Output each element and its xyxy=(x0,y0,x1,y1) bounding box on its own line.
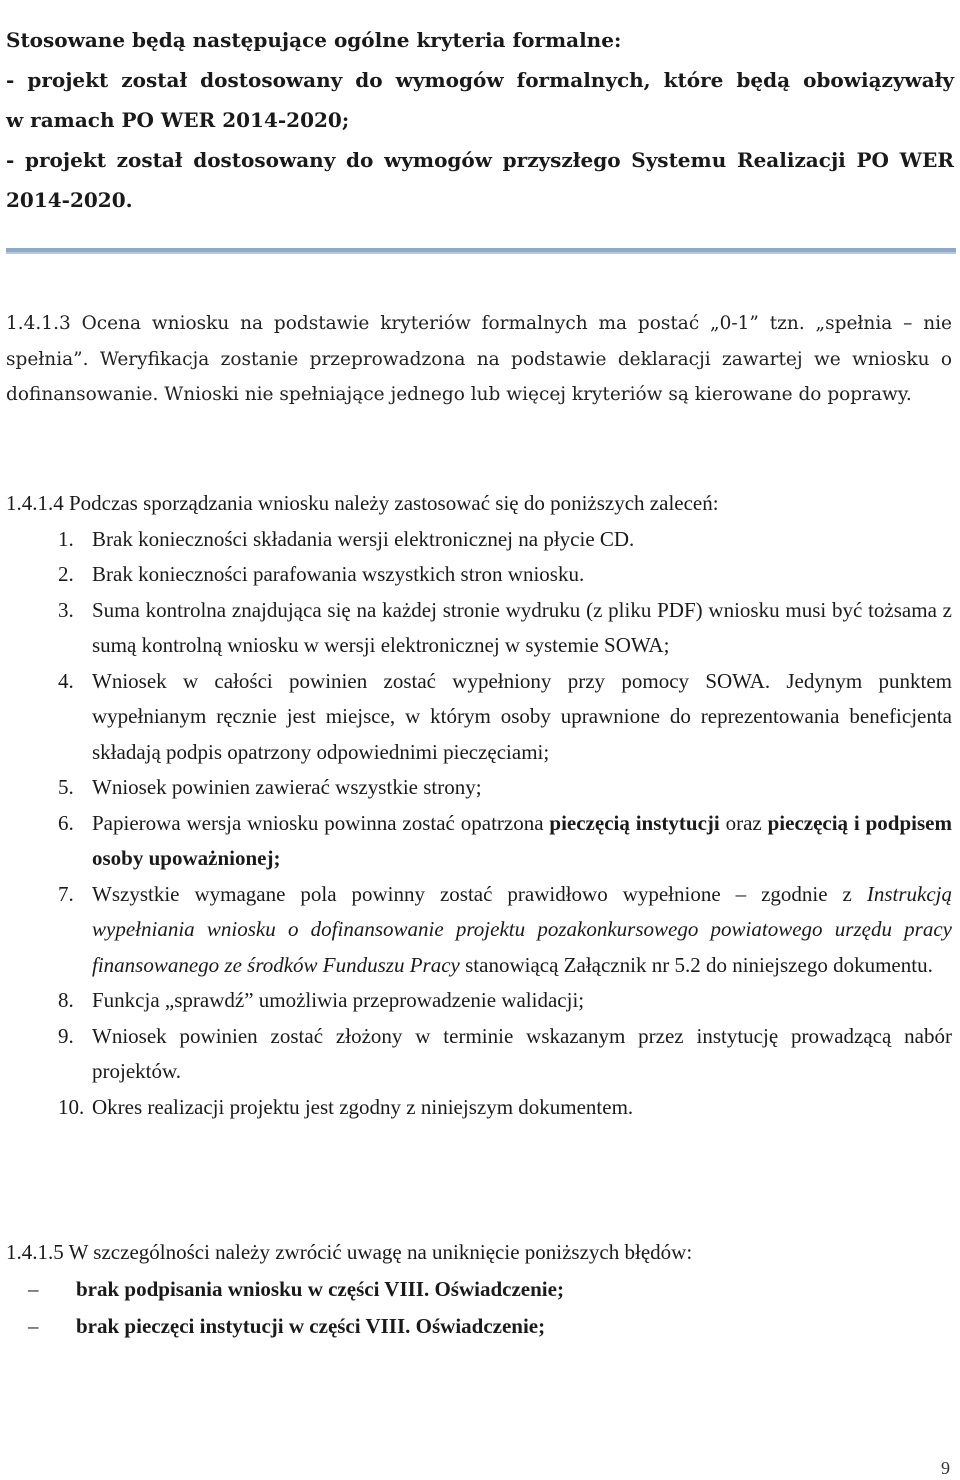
list-item-text: brak pieczęci instytucji w części VIII. Oświadczenie; xyxy=(76,1314,546,1338)
list-item xyxy=(6,1308,952,1345)
errors-list xyxy=(6,1271,952,1345)
list-item-text: Okres realizacji projektu jest zgodny z niniejszym dokumentem. xyxy=(92,1094,634,1119)
criterion-2-line-1: - projekt został dostosowany do wymogów przyszłego Systemu Realizacji PO WER xyxy=(6,148,954,172)
list-item xyxy=(6,1090,952,1126)
list-item xyxy=(6,877,952,984)
list-item xyxy=(6,1019,952,1090)
list-item-number: 1. xyxy=(58,526,74,551)
dash-bullet: – xyxy=(28,1277,39,1301)
list-item-text: Brak konieczności parafowania wszystkich stron wniosku. xyxy=(92,562,585,586)
list-item xyxy=(6,983,952,1019)
list-item xyxy=(6,593,952,664)
criterion-1-line-2: w ramach PO WER 2014-2020; xyxy=(6,108,350,132)
list-item-text: Funkcja „sprawdź” umożliwia przeprowadzenie walidacji; xyxy=(92,988,585,1012)
page-number: 9 xyxy=(941,1458,950,1478)
section-1-4-1-3-paragraph: 1.4.1.3 Ocena wniosku na podstawie kryteriów formalnych ma postać „0-1” tzn. „spełnia – nie spełnia”. Weryfikacja zostanie przeprowadzona na podstawie deklaracji zawartej we wniosku o dofinansowanie. Wnioski nie spełniające jednego lub więcej kryteriów są kierowane do poprawy. xyxy=(6,313,952,405)
list-item xyxy=(6,770,952,806)
list-item-text: Brak konieczności składania wersji elektronicznej na płycie CD. xyxy=(92,526,635,551)
criterion-1-line-1: - projekt został dostosowany do wymogów formalnych, które będą obowiązywały xyxy=(6,68,954,92)
section-1-4-1-4 xyxy=(6,486,952,1125)
formal-criteria-box xyxy=(6,20,954,220)
list-item xyxy=(6,522,952,558)
criterion-2-line-2: 2014-2020. xyxy=(6,188,133,212)
list-item-text: Papierowa wersja wniosku powinna zostać opatrzona xyxy=(92,810,550,835)
list-item-number: 9. xyxy=(58,1023,74,1048)
section-1-4-1-3 xyxy=(6,306,952,413)
list-item xyxy=(6,664,952,771)
list-item-text: Wszystkie wymagane pola powinny zostać prawidłowo wypełnione – zgodnie z xyxy=(92,881,867,906)
section-1-4-1-5 xyxy=(6,1234,952,1345)
list-item-number: 8. xyxy=(58,988,74,1012)
list-item-text: Suma kontrolna znajdująca się na każdej stronie wydruku (z pliku PDF) wniosku musi być tożsama z sumą kontrolną wniosku w wersji elektronicznej w systemie SOWA; xyxy=(92,597,952,657)
list-item-number: 3. xyxy=(58,597,74,622)
section-1-4-1-4-heading: 1.4.1.4 Podczas sporządzania wniosku należy zastosować się do poniższych zaleceń: xyxy=(6,491,719,515)
list-item-text: brak podpisania wniosku w części VIII. Oświadczenie; xyxy=(76,1277,564,1301)
list-item-text: Wniosek powinien zostać złożony w terminie wskazanym przez instytucję prowadzącą nabór projektów. xyxy=(92,1023,952,1083)
list-item-number: 6. xyxy=(58,810,74,835)
list-item-number: 5. xyxy=(58,775,74,799)
list-item-text: oraz xyxy=(719,810,768,835)
list-item-text: stanowiącą Załącznik nr 5.2 do niniejszego dokumentu. xyxy=(459,952,933,977)
criteria-heading: Stosowane będą następujące ogólne kryteria formalne: xyxy=(6,28,622,52)
dash-bullet: – xyxy=(28,1314,39,1338)
list-item-number: 2. xyxy=(58,562,74,586)
list-item xyxy=(6,1271,952,1308)
section-1-4-1-5-heading: 1.4.1.5 W szczególności należy zwrócić uwagę na uniknięcie poniższych błędów: xyxy=(6,1240,693,1264)
list-item xyxy=(6,806,952,877)
list-item-number: 10. xyxy=(58,1094,85,1119)
recommendations-list xyxy=(6,522,952,1126)
italic-text: Instrukcją wypełniania wniosku o dofinansowanie projektu pozakonkursowego powiatowego urzędu pracy finansowanego ze środków Funduszu Pracy xyxy=(92,881,952,977)
list-item-text: Wniosek w całości powinien zostać wypełniony przy pomocy SOWA. Jedynym punktem wypełnianym ręcznie jest miejsce, w którym osoby uprawnione do reprezentowania beneficjenta składają podpis opatrzony odpowiednimi pieczęciami; xyxy=(92,668,952,764)
bold-text: pieczęcią i podpisem osoby upoważnionej; xyxy=(92,810,952,870)
bold-text: pieczęcią instytucji xyxy=(549,810,720,835)
section-divider xyxy=(6,248,956,254)
list-item xyxy=(6,557,952,593)
list-item-number: 7. xyxy=(58,881,74,906)
list-item-text: Wniosek powinien zawierać wszystkie strony; xyxy=(92,775,482,799)
list-item-number: 4. xyxy=(58,668,74,693)
